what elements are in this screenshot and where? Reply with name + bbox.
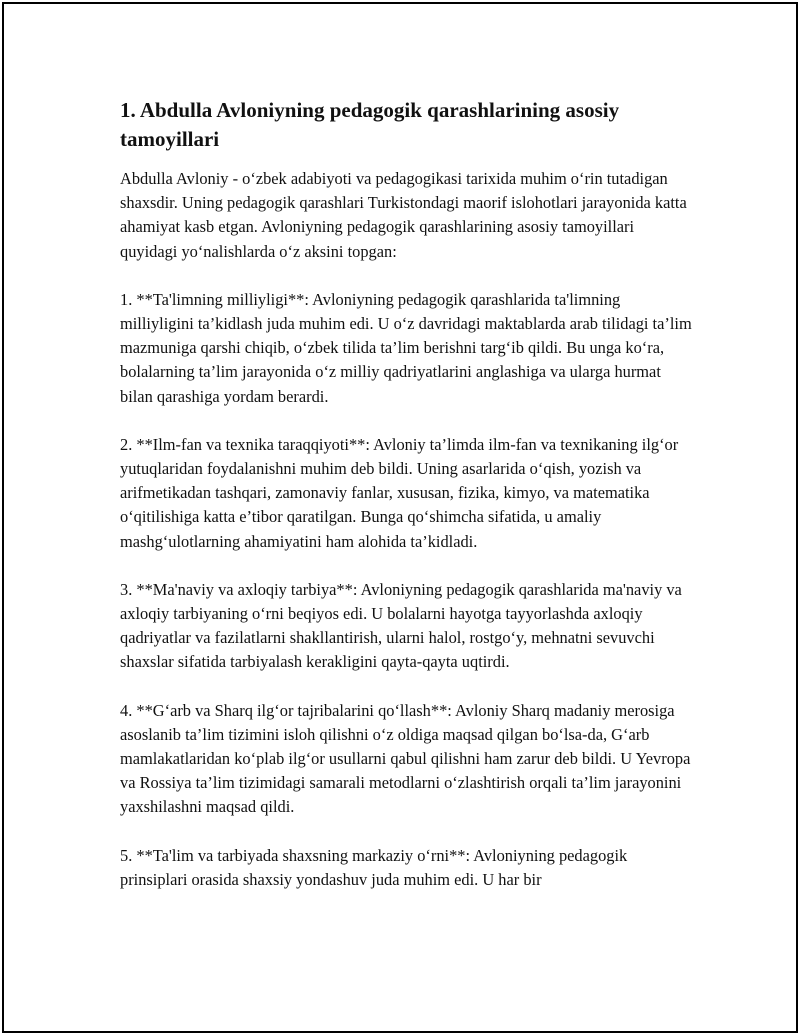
principle-2-paragraph: 2. **Ilm-fan va texnika taraqqiyoti**: Avloniy ta’limda ilm-fan va texnikaning ilg‘or yutuqlaridan foydalanishni muhim deb bildi. Uning asarlarida o‘qish, yozish va arifmetikadan tashqari, zamonaviy fanlar, xususan, fizika, kimyo, va matematika o‘qitilishiga katta e’tibor qaratilgan. Bunga qo‘shimcha sifatida, u amaliy mashg‘ulotlarning ahamiyatini ham alohida ta’kidladi. bbox=[120, 434, 679, 551]
principle-1-paragraph: 1. **Ta'limning milliyligi**: Avloniyning pedagogik qarashlarida ta'limning milliyligini ta’kidlash juda muhim edi. U o‘z davridagi maktablarda arab tilidagi ta’lim mazmuniga qarshi chiqib, o‘zbek tilida ta’lim berishni targ‘ib qildi. Bu unga ko‘ra, bolalarning ta’lim jarayonida o‘z milliy qadriyatlarini anglashiga va ularga hurmat bilan qarashiga yordam berardi. bbox=[120, 289, 692, 406]
document-page bbox=[2, 2, 798, 1033]
principle-3-paragraph: 3. **Ma'naviy va axloqiy tarbiya**: Avloniyning pedagogik qarashlarida ma'naviy va axloqiy tarbiyaning o‘rni beqiyos edi. U bolalarni hayotga tayyorlashda axloqiy qadriyatlar va fazilatlarni shakllantirish, ularni halol, rostgo‘y, mehnatni sevuvchi shaxslar sifatida tarbiyalash kerakligini qayta-qayta uqtirdi. bbox=[120, 579, 682, 672]
document-body bbox=[120, 96, 695, 916]
section-heading: 1. Abdulla Avloniyning pedagogik qarashlarining asosiy tamoyillari bbox=[120, 98, 620, 151]
principle-4-paragraph: 4. **G‘arb va Sharq ilg‘or tajribalarini qo‘llash**: Avloniy Sharq madaniy merosiga asoslanib ta’lim tizimini isloh qilishni o‘z oldiga maqsad qilgan bo‘lsa-da, G‘arb mamlakatlaridan ko‘plab ilg‘or usullarni qabul qilishni ham zarur deb bildi. U Yevropa va Rossiya ta’lim tizimidagi samarali metodlarni o‘zlashtirish orqali ta’lim jarayonini yaxshilashni maqsad qildi. bbox=[120, 700, 691, 817]
principle-5-paragraph: 5. **Ta'lim va tarbiyada shaxsning markaziy o‘rni**: Avloniyning pedagogik prinsiplari orasida shaxsiy yondashuv juda muhim edi. U har bir bbox=[120, 845, 628, 889]
intro-paragraph: Abdulla Avloniy - o‘zbek adabiyoti va pedagogikasi tarixida muhim o‘rin tutadigan shaxsdir. Uning pedagogik qarashlari Turkistondagi maorif islohotlari jarayonida katta ahamiyat kasb etgan. Avloniyning pedagogik qarashlarining asosiy tamoyillari quyidagi yo‘nalishlarda o‘z aksini topgan: bbox=[120, 169, 687, 261]
